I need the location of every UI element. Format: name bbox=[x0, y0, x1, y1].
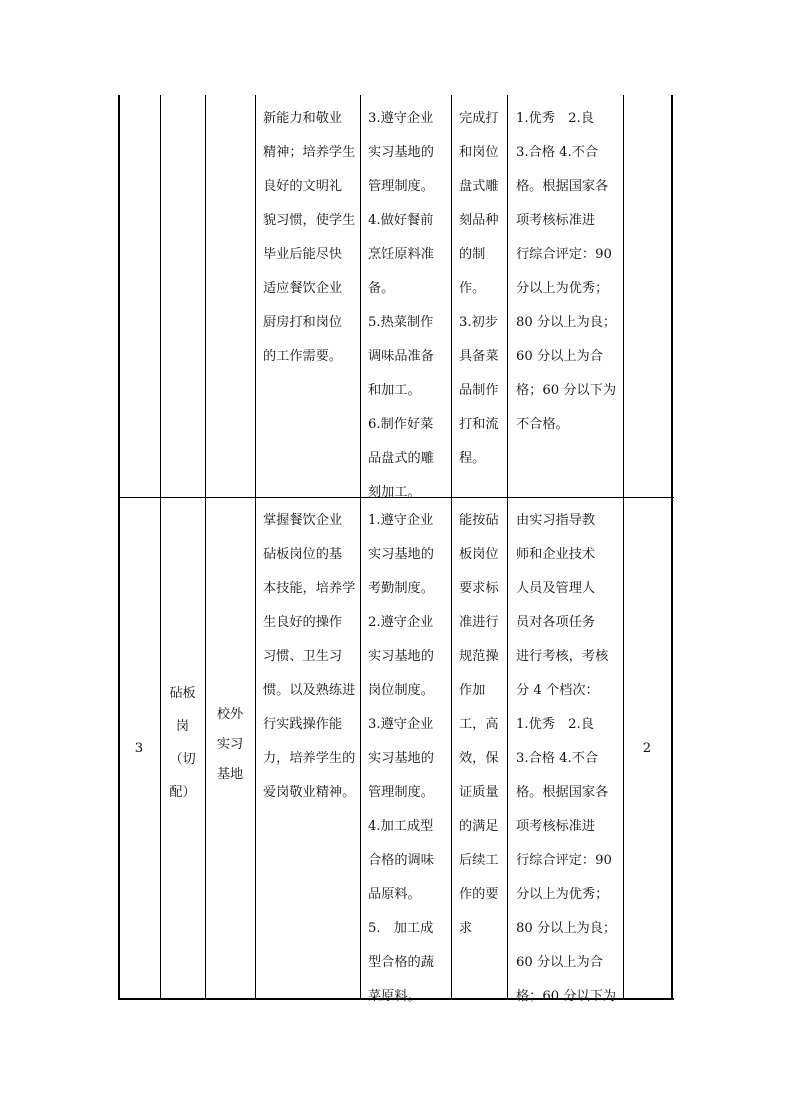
text-line: 爱岗敬业精神。 bbox=[263, 785, 356, 800]
text-line: 师和企业技术 bbox=[516, 547, 596, 562]
text-line: 5.热菜制作 bbox=[368, 315, 434, 330]
text-line: 证质量 bbox=[459, 785, 499, 800]
prev-row-goal bbox=[263, 102, 358, 374]
text-line: 不合格。 bbox=[516, 417, 569, 432]
text-line: 由实习指导教 bbox=[516, 513, 596, 528]
text-line: 实习基地的 bbox=[368, 751, 434, 766]
text-line: 效，保 bbox=[459, 751, 499, 766]
text-line: 2.遵守企业 bbox=[368, 615, 434, 630]
column-rule bbox=[160, 95, 161, 1000]
text-line: 完成打 bbox=[459, 111, 499, 126]
text-line: 管理制度。 bbox=[368, 785, 434, 800]
weeks: 2 bbox=[642, 741, 652, 756]
text-line: 掌握餐饮企业 bbox=[263, 513, 343, 528]
text-line: 准进行 bbox=[459, 615, 499, 630]
text-line: 能按砧 bbox=[459, 513, 499, 528]
text-line: 作加 bbox=[459, 683, 486, 698]
text-line: 格；60 分以下为 bbox=[516, 383, 617, 398]
text-line: 项考核标准进 bbox=[516, 819, 596, 834]
text-line: 品盘式的雕 bbox=[368, 451, 434, 466]
text-line: 的工作需要。 bbox=[263, 349, 343, 364]
row-number: 3 bbox=[134, 741, 144, 756]
text-line: 工，高 bbox=[459, 717, 499, 732]
text-line: 进行考核，考核 bbox=[516, 649, 609, 664]
text-line: 精神；培养学生 bbox=[263, 145, 356, 160]
text-line: 良好的文明礼 bbox=[263, 179, 343, 194]
text-line: 合格的调味 bbox=[368, 853, 434, 868]
text-line: 分以上为优秀； bbox=[516, 281, 609, 296]
text-line: 3.初步 bbox=[459, 315, 498, 330]
text-line: 品原料。 bbox=[368, 887, 421, 902]
post-name bbox=[160, 677, 205, 809]
text-line: 1.优秀 2.良 bbox=[516, 111, 594, 126]
text-line: 规范操 bbox=[459, 649, 499, 664]
text-line: 和岗位 bbox=[459, 145, 499, 160]
text-line: 的满足 bbox=[459, 819, 499, 834]
text-line: 刻加工。 bbox=[368, 485, 421, 500]
text-line: 板岗位 bbox=[459, 547, 499, 562]
text-line: 砧板 bbox=[169, 686, 196, 701]
text-line: 岗 bbox=[175, 719, 190, 734]
text-line: 分以上为优秀； bbox=[516, 887, 609, 902]
text-line: （切 bbox=[169, 752, 196, 767]
text-line: 岗位制度。 bbox=[368, 683, 434, 698]
text-line: 管理制度。 bbox=[368, 179, 434, 194]
text-line: 习惯、卫生习 bbox=[263, 649, 343, 664]
text-line: 1.优秀 2.良 bbox=[516, 717, 594, 732]
text-line: 格。根据国家各 bbox=[516, 785, 609, 800]
row3-content bbox=[368, 504, 450, 1014]
text-line: 调味品准备 bbox=[368, 349, 434, 364]
row3-outcome bbox=[459, 504, 506, 946]
text-line: 3.合格 4.不合 bbox=[516, 145, 599, 160]
text-line: 烹饪原料准 bbox=[368, 247, 434, 262]
text-line: 生良好的操作 bbox=[263, 615, 343, 630]
column-rule bbox=[507, 95, 508, 1000]
text-line: 项考核标准进 bbox=[516, 213, 596, 228]
text-line: 3.遵守企业 bbox=[368, 717, 434, 732]
text-line: 实习基地的 bbox=[368, 649, 434, 664]
text-line: 基地 bbox=[216, 767, 244, 782]
text-line: 校外 bbox=[216, 707, 244, 722]
text-line: 60 分以上为合 bbox=[516, 955, 603, 970]
text-line: 考勤制度。 bbox=[368, 581, 434, 596]
text-line: 程。 bbox=[459, 451, 486, 466]
text-line: 型合格的蔬 bbox=[368, 955, 434, 970]
column-rule bbox=[623, 95, 624, 1000]
text-line: 4.加工成型 bbox=[368, 819, 434, 834]
table-border-left bbox=[118, 95, 120, 1000]
text-line: 3.遵守企业 bbox=[368, 111, 434, 126]
training-location bbox=[205, 700, 255, 790]
text-line: 惯。以及熟练进 bbox=[263, 683, 356, 698]
text-line: 后续工 bbox=[459, 853, 499, 868]
text-line: 新能力和敬业 bbox=[263, 111, 343, 126]
text-line: 行综合评定：90 bbox=[516, 853, 612, 868]
text-line: 分 4 个档次： bbox=[516, 683, 599, 698]
text-line: 格。根据国家各 bbox=[516, 179, 609, 194]
text-line: 力，培养学生的 bbox=[263, 751, 356, 766]
text-line: 貌习惯，使学生 bbox=[263, 213, 356, 228]
prev-row-outcome bbox=[459, 102, 506, 476]
text-line: 作。 bbox=[459, 281, 486, 296]
text-line: 格；60 分以下为 bbox=[516, 989, 617, 1004]
row3-assessment bbox=[516, 504, 622, 1014]
text-line: 1.遵守企业 bbox=[368, 513, 434, 528]
text-line: 实习基地的 bbox=[368, 547, 434, 562]
training-schedule-table bbox=[118, 95, 674, 1004]
text-line: 实习 bbox=[216, 737, 244, 752]
text-line: 员对各项任务 bbox=[516, 615, 596, 630]
text-line: 和加工。 bbox=[368, 383, 421, 398]
text-line: 具备菜 bbox=[459, 349, 499, 364]
column-rule bbox=[205, 95, 206, 1000]
table-border-right bbox=[671, 95, 673, 1000]
text-line: 备。 bbox=[368, 281, 395, 296]
text-line: 4.做好餐前 bbox=[368, 213, 434, 228]
text-line: 砧板岗位的基 bbox=[263, 547, 343, 562]
text-line: 60 分以上为合 bbox=[516, 349, 603, 364]
text-line: 3.合格 4.不合 bbox=[516, 751, 599, 766]
text-line: 适应餐饮企业 bbox=[263, 281, 343, 296]
prev-row-content bbox=[368, 102, 450, 510]
text-line: 刻品种 bbox=[459, 213, 499, 228]
row3-goal bbox=[263, 504, 358, 810]
prev-row-assessment bbox=[516, 102, 622, 442]
column-rule bbox=[360, 95, 361, 1000]
text-line: 打和流 bbox=[459, 417, 499, 432]
text-line: 菜原料。 bbox=[368, 989, 421, 1004]
text-line: 80 分以上为良； bbox=[516, 921, 617, 936]
text-line: 5. 加工成 bbox=[368, 921, 434, 936]
text-line: 盘式雕 bbox=[459, 179, 499, 194]
text-line: 配） bbox=[169, 785, 196, 800]
text-line: 本技能，培养学 bbox=[263, 581, 356, 596]
column-rule bbox=[451, 95, 452, 1000]
text-line: 实习基地的 bbox=[368, 145, 434, 160]
text-line: 的制 bbox=[459, 247, 486, 262]
text-line: 厨房打和岗位 bbox=[263, 315, 343, 330]
text-line: 品制作 bbox=[459, 383, 499, 398]
text-line: 人员及管理人 bbox=[516, 581, 596, 596]
text-line: 毕业后能尽快 bbox=[263, 247, 343, 262]
text-line: 80 分以上为良； bbox=[516, 315, 617, 330]
text-line: 求 bbox=[459, 921, 473, 936]
column-rule bbox=[255, 95, 256, 1000]
text-line: 作的要 bbox=[459, 887, 499, 902]
text-line: 6.制作好菜 bbox=[368, 417, 434, 432]
text-line: 要求标 bbox=[459, 581, 499, 596]
text-line: 行综合评定：90 bbox=[516, 247, 612, 262]
text-line: 行实践操作能 bbox=[263, 717, 343, 732]
